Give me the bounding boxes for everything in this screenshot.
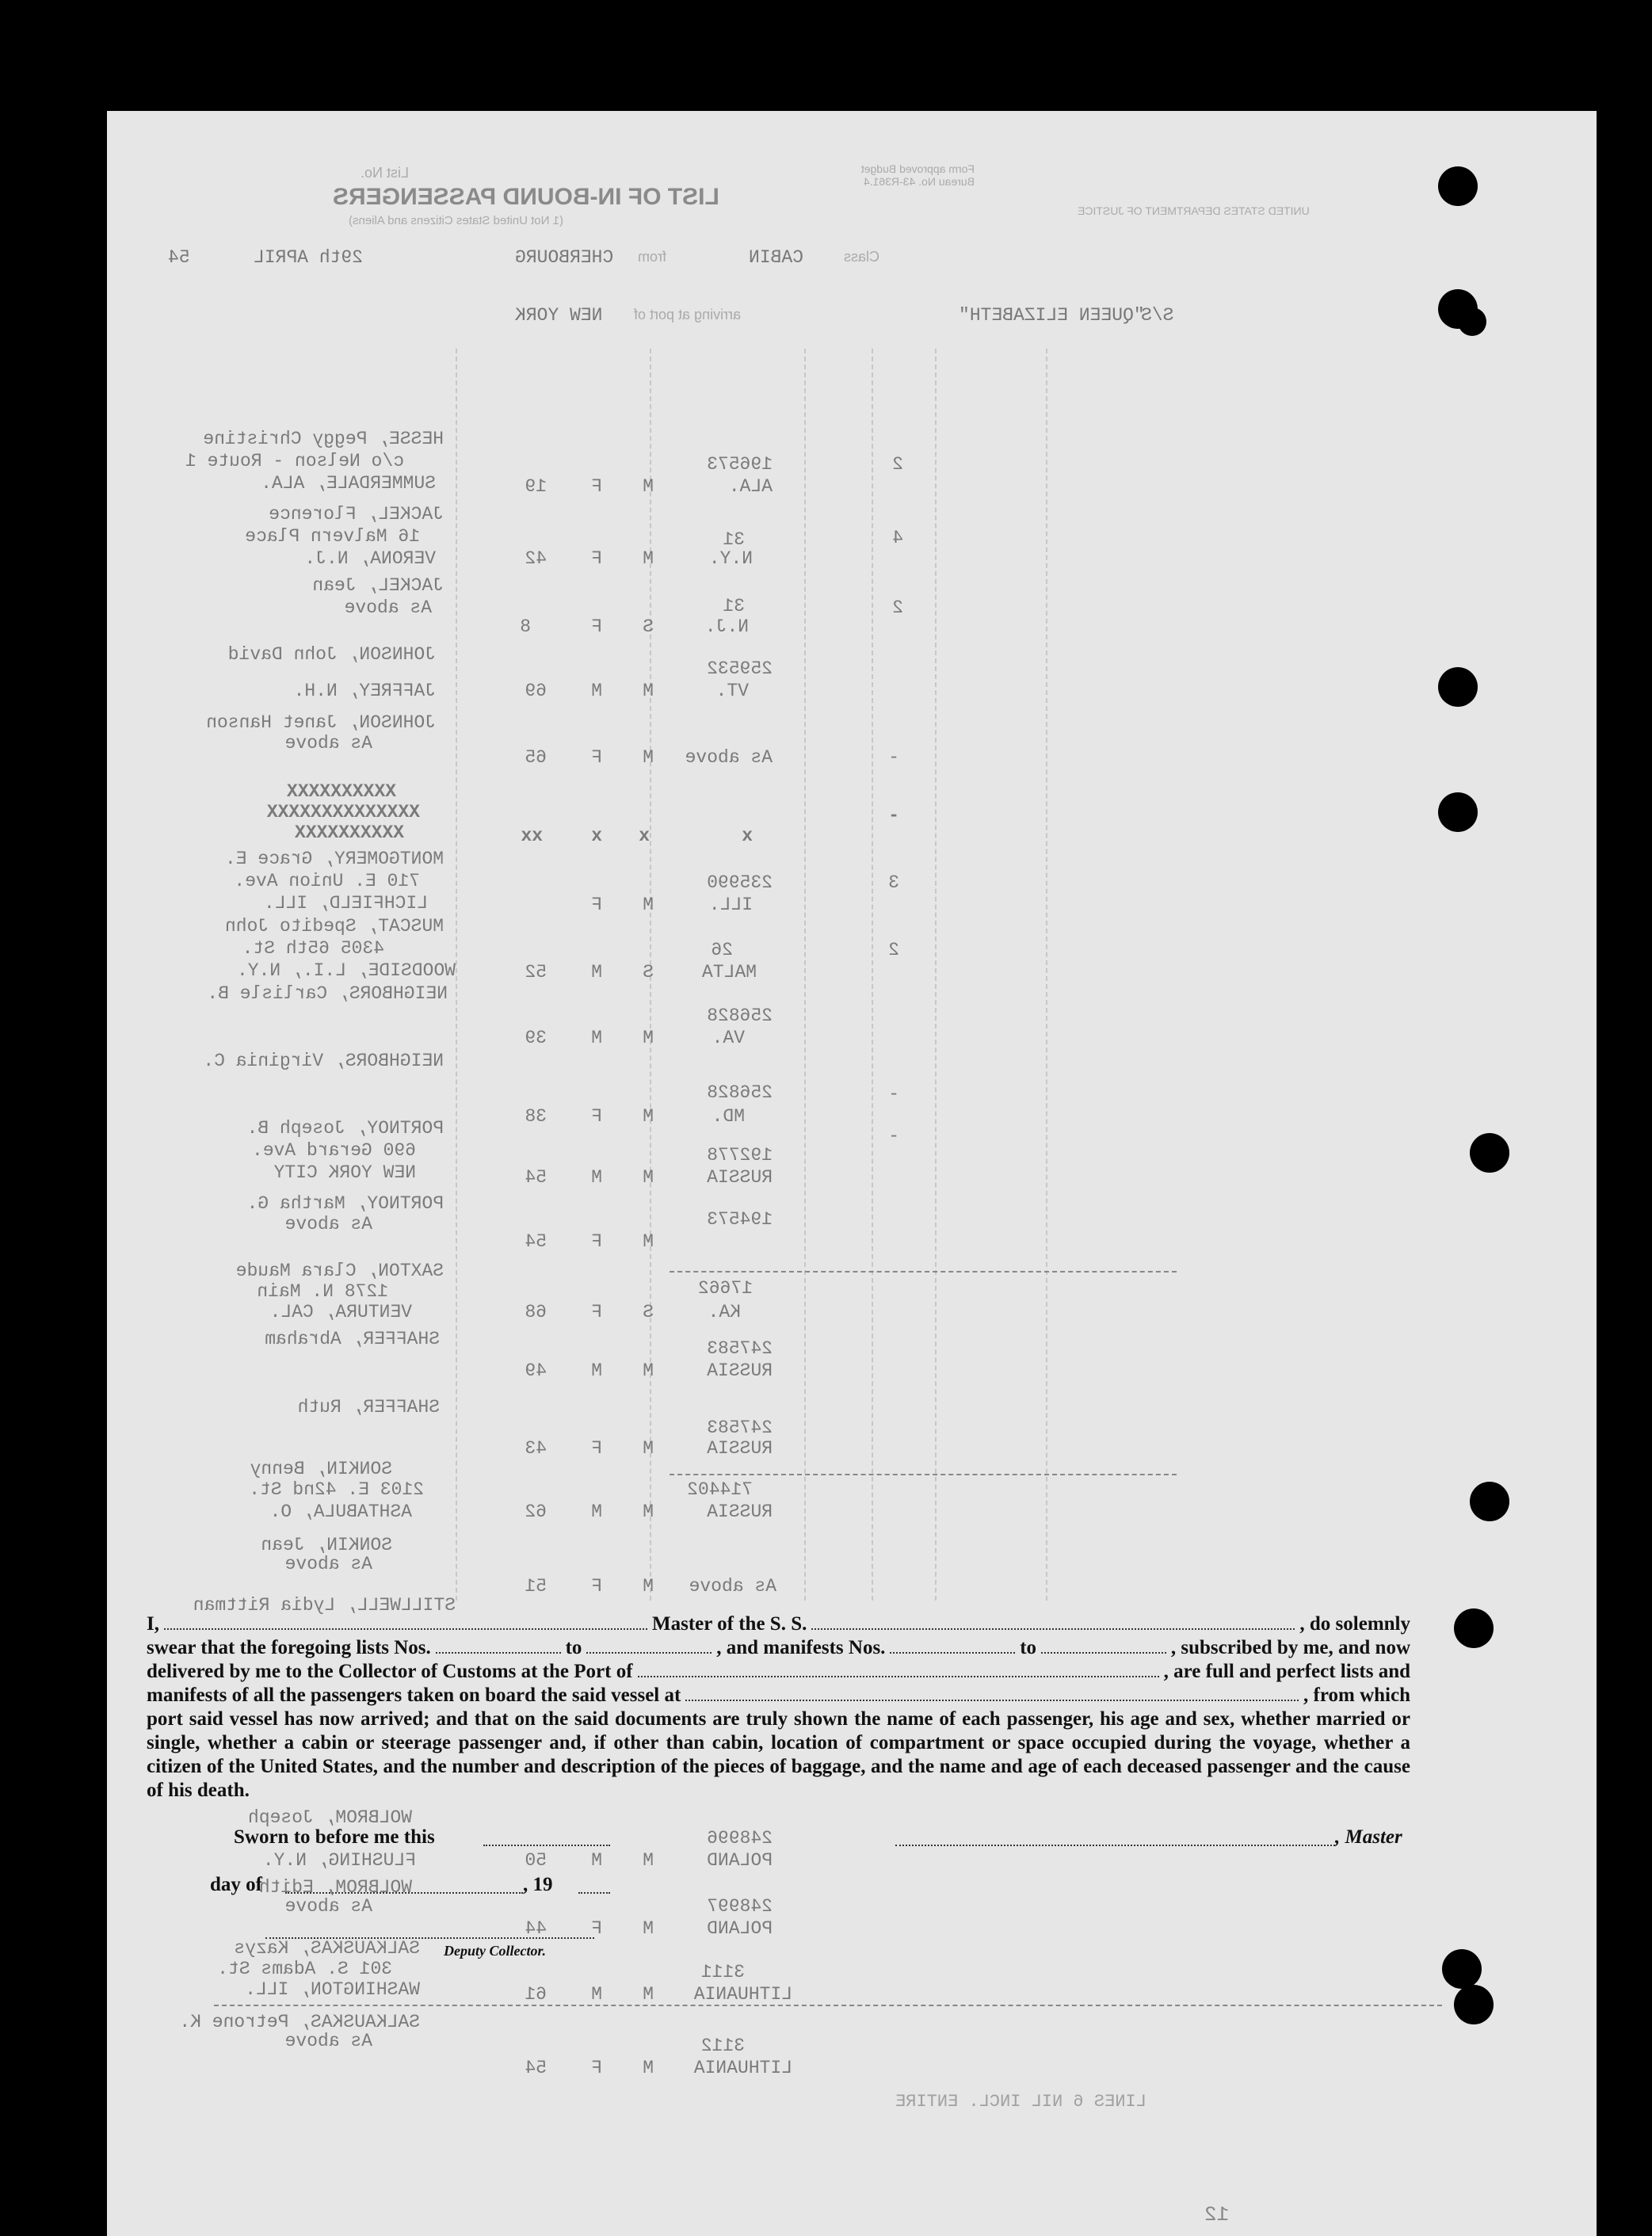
passenger-age: 49: [525, 1360, 547, 1381]
arriving-label: arriving at port of: [634, 307, 742, 322]
passenger-address: 690 Gerard Ave.: [251, 1140, 416, 1161]
list-no-label: List No.: [361, 165, 410, 181]
passenger-cert: 247583: [707, 1338, 773, 1359]
passenger-name: STILLWELL, Lydia Rittman: [193, 1595, 456, 1616]
passenger-status: S: [643, 962, 654, 983]
passenger-address: XXXXXXXXXX: [294, 822, 404, 843]
passenger-state: RUSSIA: [707, 1501, 773, 1522]
passenger-cert: 192778: [707, 1145, 773, 1166]
passenger-entry: [0, 1534, 1490, 1597]
page-number: 12: [1204, 2203, 1230, 2226]
passenger-entry: [0, 983, 1490, 1054]
passenger-name: WOLBROM, Edith: [258, 1877, 412, 1898]
passenger-state: ALA.: [728, 476, 773, 497]
passenger-status: S: [643, 1302, 654, 1322]
passenger-age: 52: [525, 962, 547, 983]
passenger-address: 1278 N. Main: [257, 1281, 388, 1302]
passenger-age: 39: [525, 1028, 547, 1048]
passenger-sex: F: [591, 548, 602, 569]
departure-port: CHERBOURG: [515, 247, 614, 268]
passenger-cert: 31: [723, 529, 745, 550]
passenger-entry: [0, 2011, 1490, 2078]
passenger-entry: [0, 503, 1490, 574]
passenger-state: VT.: [715, 681, 749, 701]
passenger-entry: [0, 1117, 1490, 1189]
day-of-label: day of: [210, 1874, 262, 1895]
passenger-name: WOLBROM, Joseph: [247, 1807, 412, 1828]
passenger-cert: 196573: [707, 454, 773, 475]
passenger-bags: 2: [892, 597, 903, 618]
passenger-state: MALTA: [701, 962, 757, 983]
passenger-name: SONKIN, Benny: [250, 1459, 392, 1479]
passenger-address: c/o Nelson - Route 1: [185, 451, 404, 471]
passenger-bags: 2: [888, 940, 899, 960]
passenger-entry: [0, 574, 1490, 637]
passenger-entry: [0, 1937, 1490, 2009]
passenger-sex: F: [591, 2058, 602, 2078]
blank-port[interactable]: [638, 1660, 1159, 1677]
passenger-status: M: [643, 747, 654, 768]
passenger-name: JOHNSON, Janet Hanson: [206, 712, 436, 733]
passenger-status: M: [643, 1984, 654, 2005]
passenger-age: 8: [520, 616, 531, 637]
oath-manifests: , and manifests Nos.: [716, 1637, 886, 1658]
passenger-state: MD.: [712, 1106, 745, 1127]
passenger-age: 65: [525, 747, 547, 768]
passenger-status: S: [643, 616, 654, 637]
oath-to-2: to: [1020, 1637, 1037, 1658]
passenger-name: SHAFFER, Abraham: [265, 1329, 440, 1349]
passenger-entry: [0, 712, 1490, 768]
passenger-entry: [0, 915, 1490, 986]
passenger-address: NEW YORK CITY: [273, 1162, 416, 1183]
passenger-sex: F: [591, 1438, 602, 1459]
passenger-age: 68: [525, 1302, 547, 1322]
passenger-name: NEIGHBORS, Virginia C.: [203, 1051, 444, 1071]
passenger-sex: M: [591, 1167, 602, 1188]
passenger-bags: -: [888, 747, 899, 768]
passenger-address: ASHTABULA, O.: [269, 1501, 412, 1522]
passenger-cert: 31: [723, 596, 745, 616]
passenger-name: MUSCAT, Spedito John: [224, 916, 444, 937]
passenger-address: XXXXXXXXXXXXXX: [266, 802, 420, 822]
passenger-address: As above: [284, 2031, 372, 2051]
department-label: UNITED STATES DEPARTMENT OF JUSTICE: [1078, 204, 1310, 217]
from-label: from: [638, 249, 666, 265]
passenger-entry: [0, 1396, 1490, 1459]
passenger-sex: x: [591, 826, 602, 846]
passenger-address: 16 Malvern Place: [245, 526, 420, 547]
passenger-name: SHAFFER, Ruth: [297, 1397, 440, 1418]
passenger-name: SALKAUSKAS, Kazys: [234, 1938, 420, 1959]
passenger-name: SONKIN, Jean: [261, 1535, 392, 1555]
blank-master-name[interactable]: [164, 1612, 647, 1630]
manifest-subtitle: (1 Not United States Citizens and Aliens): [349, 214, 563, 227]
passenger-name: HESSE, Peggy Christine: [203, 429, 444, 449]
passenger-address: As above: [284, 1896, 372, 1917]
passenger-name: PORTNOY, Martha G.: [246, 1193, 444, 1214]
passenger-state: VA.: [712, 1028, 745, 1048]
master-oath: [147, 1612, 1410, 1803]
passenger-bags: -: [888, 805, 899, 826]
passenger-status: M: [643, 681, 654, 701]
passenger-age: 51: [525, 1576, 547, 1597]
passenger-entry: [0, 1260, 1490, 1331]
oath-master-of: Master of the S. S.: [652, 1613, 807, 1635]
passenger-name: NEIGHBORS, Carlisle B.: [207, 983, 448, 1004]
passenger-status: M: [643, 1576, 654, 1597]
passenger-cert: 26: [711, 940, 733, 960]
passenger-sex: F: [591, 1302, 602, 1322]
passenger-status: M: [643, 1231, 654, 1252]
passenger-entry: [0, 1807, 1490, 1878]
arrival-port: NEW YORK: [515, 305, 603, 326]
passenger-age: 54: [525, 1167, 547, 1188]
passenger-age: xx: [521, 826, 543, 846]
passenger-address: 4305 65th St.: [242, 938, 384, 959]
passenger-age: 19: [525, 476, 547, 497]
passenger-name: JACKEL, Florence: [269, 504, 444, 525]
footer-lines-note: LINES 6 NIL INCL. ENTIRE: [895, 2092, 1146, 2112]
passenger-cert: 256828: [707, 1082, 773, 1103]
passenger-age: 44: [525, 1918, 547, 1939]
passenger-entry: [0, 643, 1490, 701]
passenger-state: RUSSIA: [707, 1438, 773, 1459]
passenger-cert: 247583: [707, 1418, 773, 1438]
passenger-sex: M: [591, 962, 602, 983]
passenger-status: M: [643, 1106, 654, 1127]
class-value: CABIN: [749, 247, 804, 268]
passenger-status: M: [643, 1028, 654, 1048]
passenger-status: M: [643, 1438, 654, 1459]
passenger-name: JOHNSON, John David: [227, 644, 436, 665]
form-approval: Form approved Budget Bureau No. 43-R361.4: [860, 162, 975, 188]
passenger-sex: F: [591, 747, 602, 768]
passenger-address: 710 E. Union Ave.: [234, 871, 420, 891]
passenger-cert: 259532: [707, 658, 773, 679]
passenger-address: As above: [284, 733, 372, 754]
oath-taken-on-board: manifests of all the passengers taken on board the said vessel at: [147, 1685, 681, 1706]
passenger-address: JAFFREY, N.H.: [293, 681, 436, 701]
oath-full-lists: , are full and perfect lists and: [1163, 1661, 1410, 1682]
oath-body: port said vessel has now arrived; and that on the said documents are truly shown the name of each passenger, his age and sex, whether married or single, whether a cabin or steerage passenger and, if other than cabin, location of compartment or space occupied during the voyage, whether a citizen of the United States, and the number and description of the pieces of baggage, and the name and age of each deceased passenger and the cause of his death.: [147, 1708, 1410, 1801]
passenger-entry: [0, 848, 1490, 919]
blank-embark-port[interactable]: [685, 1684, 1299, 1701]
passenger-bags: 4: [892, 528, 903, 548]
oath-i: I,: [147, 1613, 159, 1635]
punch-hole: [1438, 166, 1478, 206]
oath-from-which: , from which: [1303, 1685, 1410, 1706]
passenger-status: M: [643, 1360, 654, 1381]
passenger-status: M: [643, 1501, 654, 1522]
passenger-sex: F: [591, 616, 602, 637]
oath-line-4: [147, 1684, 1410, 1708]
passenger-cert: 248997: [707, 1896, 773, 1917]
oath-to: to: [565, 1637, 582, 1658]
blank-list-from[interactable]: [436, 1636, 561, 1654]
vessel-prefix: S/S: [1141, 305, 1174, 326]
passenger-status: M: [643, 548, 654, 569]
passenger-bags: -: [888, 1126, 899, 1147]
blank-list-to[interactable]: [586, 1636, 712, 1654]
passenger-bags: -: [888, 1084, 899, 1105]
passenger-status: M: [643, 476, 654, 497]
passenger-age: 62: [525, 1501, 547, 1522]
passenger-address: 2103 E. 42nd St.: [249, 1479, 424, 1500]
passenger-name: JACKEL, Jean: [312, 575, 444, 596]
passenger-age: 61: [525, 1984, 547, 2005]
class-label: Class: [844, 249, 880, 265]
passenger-address: WASHINGTON, ILL.: [245, 1979, 420, 2000]
passenger-age: 54: [525, 2058, 547, 2078]
passenger-sex: M: [591, 1360, 602, 1381]
manifest-title: LIST OF IN-BOUND PASSENGERS: [333, 184, 719, 210]
passenger-state: N.J.: [704, 616, 749, 637]
passenger-status: M: [643, 1850, 654, 1871]
deputy-collector-label: Deputy Collector.: [444, 1943, 546, 1959]
passenger-name: SALKAUSKAS, Petrone K.: [179, 2012, 420, 2032]
passenger-state: x: [742, 826, 753, 846]
passenger-state: ILL.: [708, 895, 753, 915]
passenger-sex: F: [591, 1106, 602, 1127]
passenger-name: MONTGOMERY, Grace E.: [224, 849, 444, 869]
blank-vessel[interactable]: [811, 1612, 1295, 1630]
passenger-address: As above: [344, 597, 432, 618]
passenger-name: PORTNOY, Joseph B.: [246, 1118, 444, 1139]
passenger-state: LITHUANIA: [693, 1984, 792, 2005]
passenger-state: POLAND: [707, 1850, 773, 1871]
passenger-age: 54: [525, 1231, 547, 1252]
blank-manifest-to[interactable]: [1041, 1636, 1166, 1654]
passenger-cert: 17662: [697, 1278, 753, 1299]
passenger-sex: F: [591, 1918, 602, 1939]
passenger-address: VENTURA, CAL.: [269, 1302, 412, 1322]
blank-manifest-from[interactable]: [890, 1636, 1015, 1654]
passenger-age: 50: [525, 1850, 547, 1871]
sworn-label: Sworn to before me this: [234, 1826, 435, 1848]
voyage-date: 29th APRIL: [254, 247, 364, 268]
passenger-entry: [0, 1192, 1490, 1256]
passenger-state: As above: [689, 1576, 776, 1597]
passenger-cert: 256828: [707, 1005, 773, 1026]
passenger-status: M: [643, 2058, 654, 2078]
passenger-sex: F: [591, 1231, 602, 1252]
passenger-address: 301 S. Adams St.: [217, 1959, 392, 1979]
master-label: , Master: [1335, 1826, 1402, 1848]
oath-solemnly: , do solemnly: [1299, 1613, 1411, 1635]
passenger-cert: 714402: [687, 1479, 753, 1500]
passenger-address: WOODSIDE, L.I., N.Y.: [236, 960, 456, 981]
passenger-sex: F: [591, 1576, 602, 1597]
passenger-state: RUSSIA: [707, 1167, 773, 1188]
passenger-cert: 194573: [707, 1209, 773, 1230]
passenger-entry-struck: [0, 780, 1490, 852]
passenger-state: LITHUANIA: [693, 2058, 792, 2078]
passenger-cert: 248996: [707, 1828, 773, 1849]
passenger-state: RUSSIA: [707, 1360, 773, 1381]
passenger-status: M: [643, 895, 654, 915]
passenger-status: M: [643, 1167, 654, 1188]
passenger-sex: F: [591, 476, 602, 497]
voyage-year: 54: [168, 247, 190, 268]
passenger-bags: 3: [888, 872, 899, 893]
passenger-sex: M: [591, 681, 602, 701]
passenger-entry: [0, 1328, 1490, 1383]
passenger-state: As above: [685, 747, 773, 768]
oath-line-2: [147, 1636, 1410, 1660]
passenger-name: XXXXXXXXXX: [286, 781, 396, 802]
vessel-name: "QUEEN ELIZABETH": [959, 305, 1145, 326]
passenger-address: As above: [284, 1214, 372, 1234]
passenger-age: 69: [525, 681, 547, 701]
passenger-state: POLAND: [707, 1918, 773, 1939]
passenger-age: 43: [525, 1438, 547, 1459]
passenger-state: KA.: [708, 1302, 741, 1322]
passenger-age: 42: [525, 548, 547, 569]
passenger-address: LICHFIELD, ILL.: [263, 893, 428, 914]
passenger-age: 38: [525, 1106, 547, 1127]
oath-subscribed: , subscribed by me, and now: [1170, 1637, 1411, 1658]
punch-hole: [1458, 307, 1486, 336]
passenger-cert: 3112: [700, 2036, 745, 2056]
oath-delivered: delivered by me to the Collector of Customs at the Port of: [147, 1661, 633, 1682]
passenger-entry: [0, 1876, 1490, 1939]
year-label: , 19: [523, 1874, 553, 1895]
passenger-status: M: [643, 1918, 654, 1939]
passenger-address: As above: [284, 1554, 372, 1574]
oath-lists: swear that the foregoing lists Nos.: [147, 1637, 431, 1658]
passenger-entry: [0, 1458, 1490, 1529]
passenger-bags: 2: [892, 454, 903, 475]
oath-line-1: [147, 1612, 1410, 1636]
passenger-state: N.Y.: [708, 548, 753, 569]
passenger-status: x: [639, 826, 650, 846]
passenger-cert: 235990: [707, 872, 773, 893]
passenger-sex: F: [591, 895, 602, 915]
passenger-address: VERONA, N.J.: [304, 548, 436, 569]
passenger-address: FLUSHING, N.Y.: [262, 1850, 416, 1871]
passenger-sex: M: [591, 1984, 602, 2005]
passenger-sex: M: [591, 1501, 602, 1522]
oath-line-3: [147, 1660, 1410, 1684]
passenger-cert: 3111: [700, 1962, 745, 1982]
passenger-sex: M: [591, 1028, 602, 1048]
passenger-name: SAXTON, Clara Maude: [235, 1261, 444, 1281]
passenger-sex: M: [591, 1850, 602, 1871]
passenger-address: SUMMERDALE, ALA.: [261, 473, 436, 494]
